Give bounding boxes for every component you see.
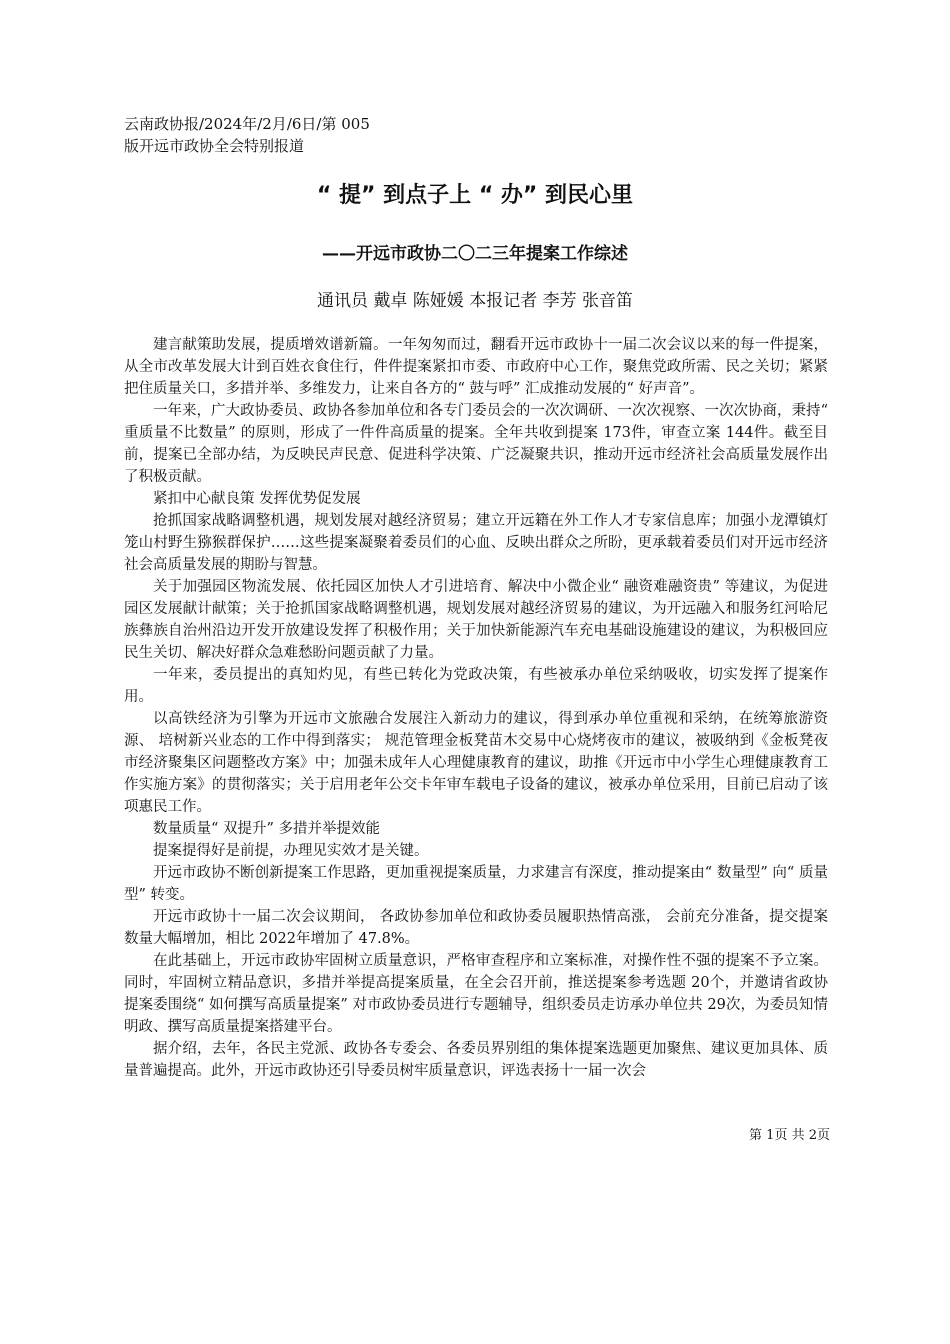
- page-number: 第 1页 共 2页: [749, 1128, 830, 1143]
- section-heading: 数量质量“ 双提升” 多措并举提效能: [153, 821, 381, 837]
- paragraph: 一年来，委员提出的真知灼见，有些已转化为党政决策，有些被承办单位采纳吸收，切实发挥了提案作用。: [124, 667, 828, 705]
- paragraph: 在此基础上，开远市政协牢固树立质量意识，严格审查程序和立案标准，对操作性不强的提案不予立案。同时，牢固树立精品意识，多措并举提高提案质量，在全会召开前，推送提案参考选题 20个，并邀请省政协提案委围绕“ 如何撰写高质量提案” 对市政协委员进行专题辅导，组织委员走访承办单位共 29次，为委员知情明政、撰写高质量提案搭建平台。: [124, 953, 828, 1035]
- article-body: [124, 334, 828, 1082]
- paragraph: 开远市政协十一届二次会议期间， 各政协参加单位和政协委员履职热情高涨， 会前充分准备，提交提案数量大幅增加，相比 2022年增加了 47.8%。: [124, 909, 828, 947]
- source-line-1: 云南政协报/2024年/2月/6日/第 005: [124, 115, 370, 133]
- paragraph: 抢抓国家战略调整机遇，规划发展对越经济贸易；建立开远籍在外工作人才专家信息库；加强小龙潭镇灯笼山村野生猕猴群保护……这些提案凝聚着委员们的心血、反映出群众之所盼，更承载着委员们对开远市经济社会高质量发展的期盼与智慧。: [124, 513, 828, 573]
- paragraph: 建言献策助发展，提质增效谱新篇。一年匆匆而过，翻看开远市政协十一届二次会议以来的每一件提案，从全市改革发展大计到百姓衣食住行，件件提案紧扣市委、市政府中心工作，聚焦党政所需、民之关切；紧紧把住质量关口，多措并举、多维发力，让来自各方的“ 鼓与呼” 汇成推动发展的“ 好声音”。: [124, 337, 828, 397]
- section-heading: 紧扣中心献良策 发挥优势促发展: [153, 491, 361, 507]
- article-title: “ 提” 到点子上 “ 办” 到民心里: [316, 183, 634, 208]
- source-line-2: 版开远市政协全会特别报道: [124, 137, 305, 155]
- paragraph: 关于加强园区物流发展、依托园区加快人才引进培育、解决中小微企业“ 融资难融资贵” 等建议，为促进园区发展献计献策；关于抢抓国家战略调整机遇，规划发展对越经济贸易的建议，为开远融入和服务红河哈尼族彝族自治州沿边开发开放建设发挥了积极作用；关于加快新能源汽车充电基础设施建设的建议，为积极回应民生关切、解决好群众急难愁盼问题贡献了力量。: [124, 579, 828, 661]
- paragraph: 提案提得好是前提，办理见实效才是关键。: [153, 843, 429, 859]
- paragraph: 以高铁经济为引擎为开远市文旅融合发展注入新动力的建议，得到承办单位重视和采纳，在统筹旅游资源、 培树新兴业态的工作中得到落实； 规范管理金板凳苗木交易中心烧烤夜市的建议，被吸纳到《金板凳夜市经济聚集区问题整改方案》中；加强未成年人心理健康教育的建议，助推《开远市中小学生心理健康教育工作实施方案》的贯彻落实；关于启用老年公交卡年审车载电子设备的建议，被承办单位采用，目前已启动了该项惠民工作。: [124, 711, 828, 815]
- source-info: [124, 113, 824, 157]
- paragraph: 一年来，广大政协委员、政协各参加单位和各专门委员会的一次次调研、一次次视察、一次次协商，秉持“ 重质量不比数量” 的原则，形成了一件件高质量的提案。全年共收到提案 173件，审查立案 144件。截至目前，提案已全部办结，为反映民声民意、促进科学决策、广泛凝聚共识，推动开远市经济社会高质量发展作出了积极贡献。: [124, 403, 828, 485]
- article-subtitle: ——开远市政协二〇二三年提案工作综述: [322, 244, 628, 264]
- paragraph: 开远市政协不断创新提案工作思路，更加重视提案质量，力求建言有深度，推动提案由“ 数量型” 向“ 质量型” 转变。: [124, 865, 828, 903]
- article-byline: 通讯员 戴卓 陈娅媛 本报记者 李芳 张音笛: [316, 291, 634, 311]
- paragraph: 据介绍，去年，各民主党派、政协各专委会、各委员界别组的集体提案选题更加聚焦、建议更加具体、质量普遍提高。此外，开远市政协还引导委员树牢质量意识，评选表扬十一届一次会: [124, 1041, 828, 1079]
